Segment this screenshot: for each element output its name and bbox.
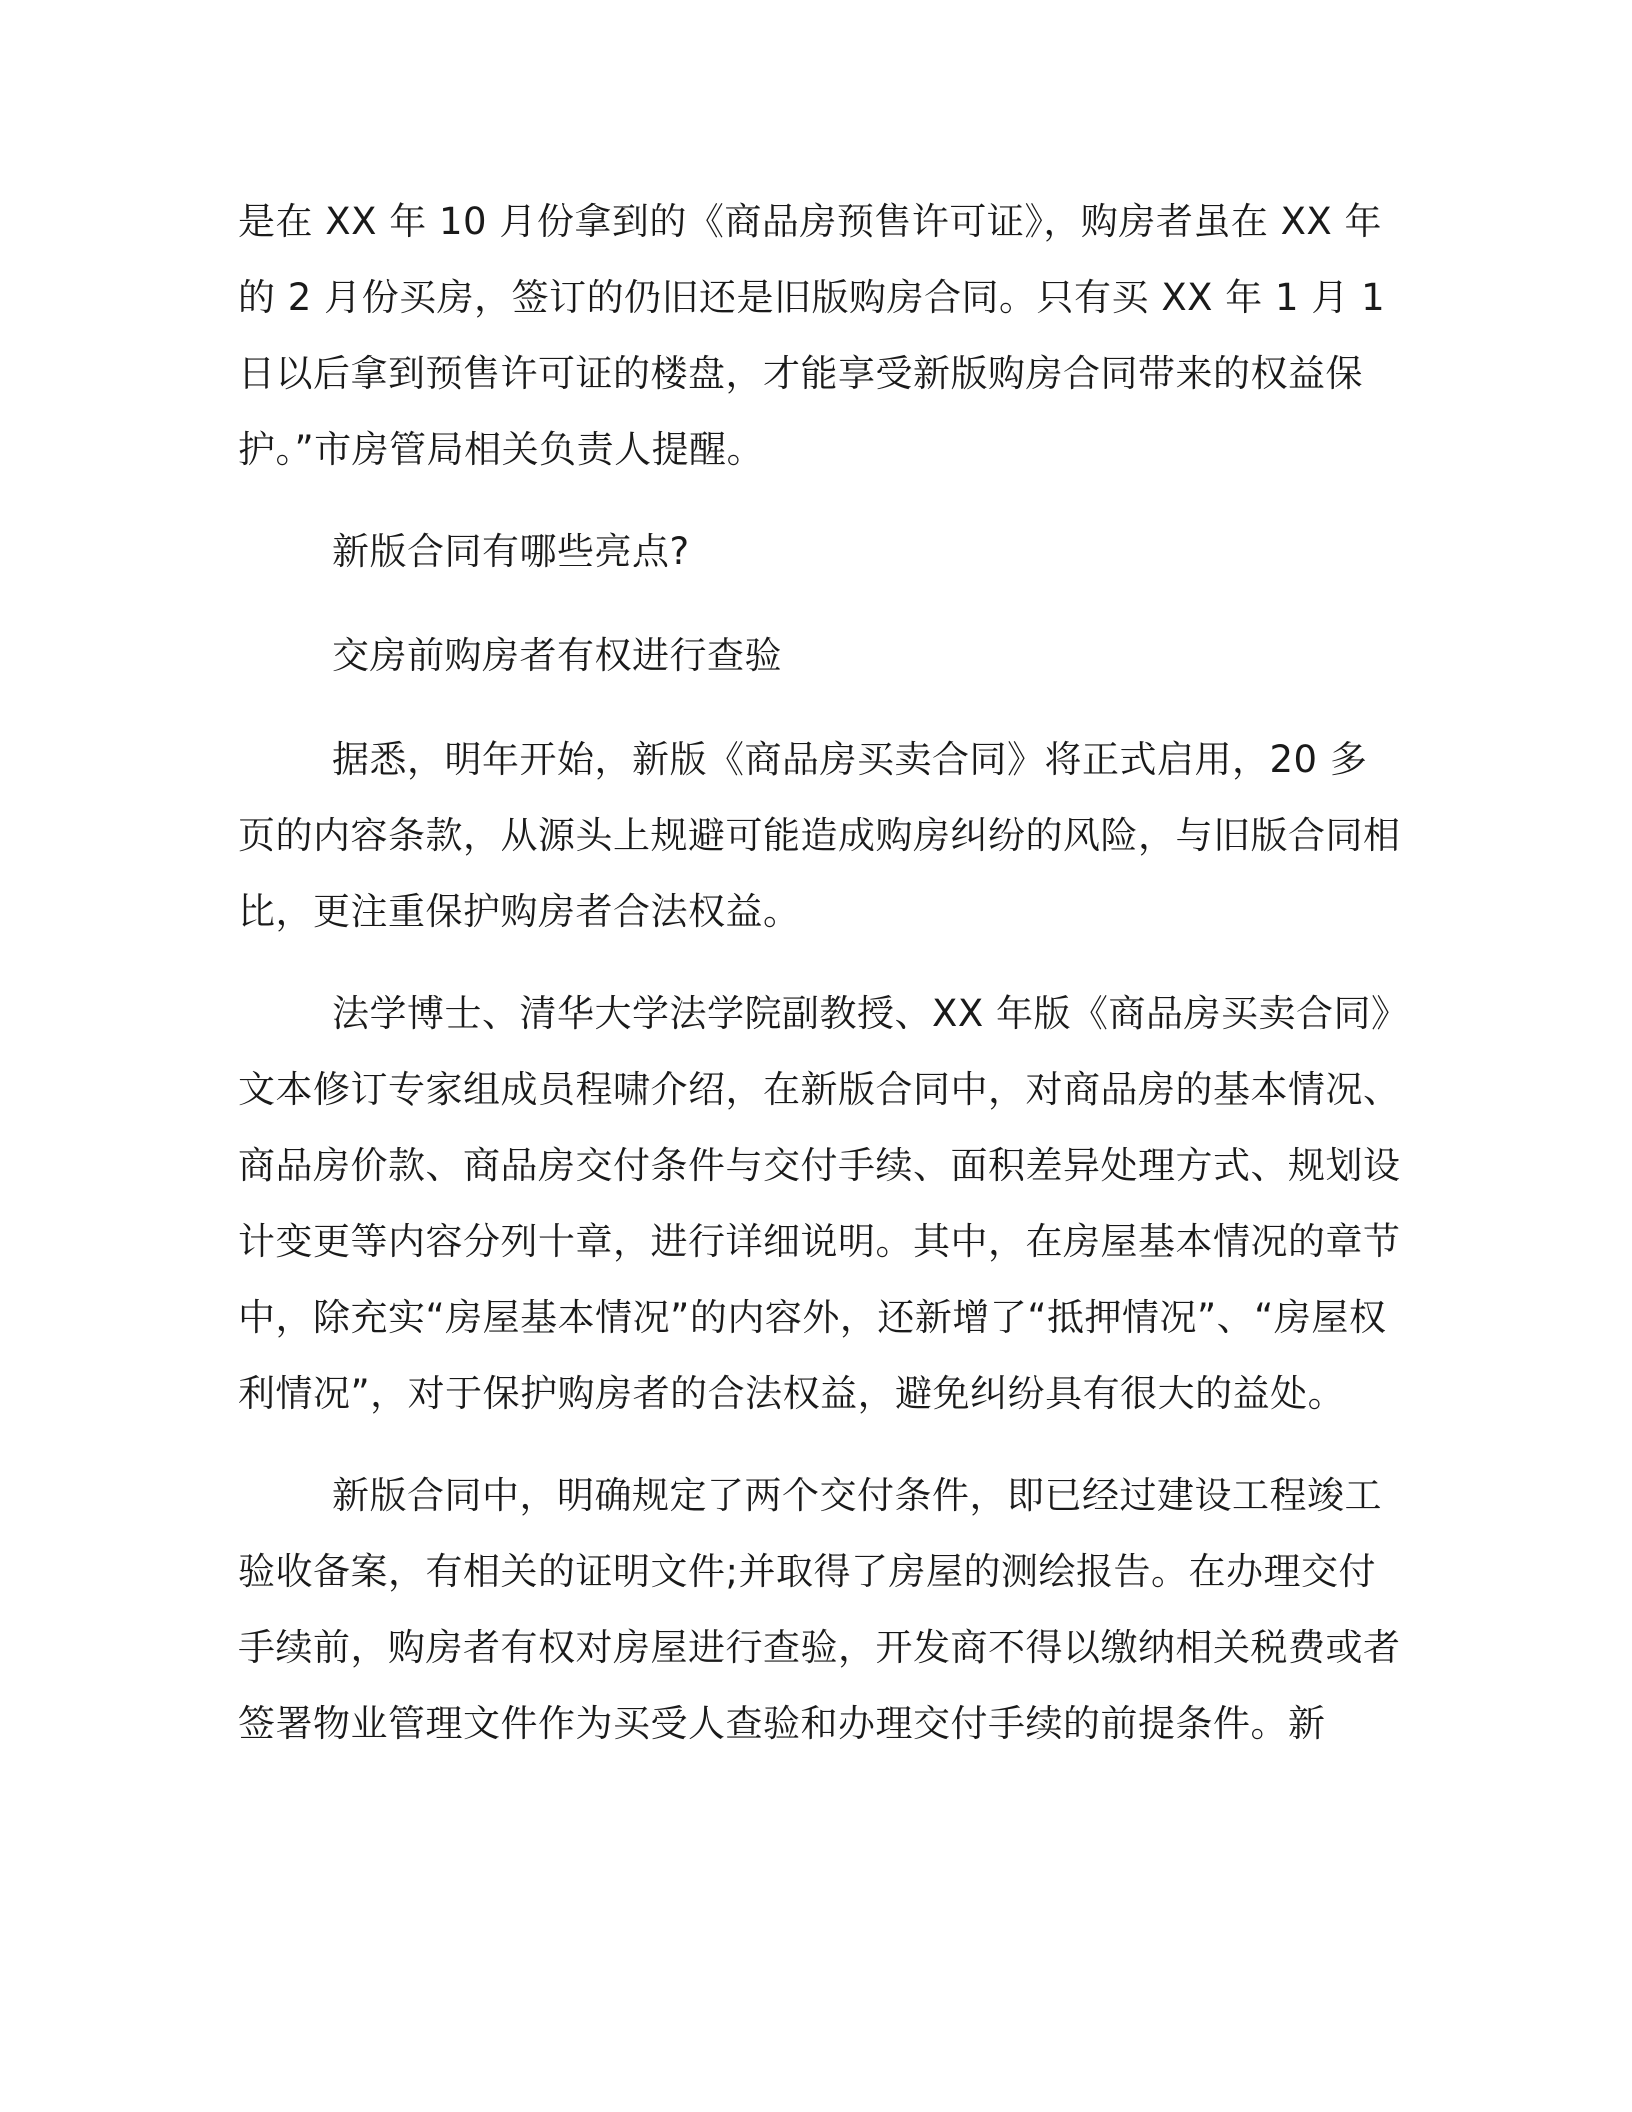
paragraph-delivery-conditions: 新版合同中，明确规定了两个交付条件，即已经过建设工程竣工验收备案，有相关的证明文件;并取得了房屋的测绘报告。在办理交付手续前，购房者有权对房屋进行查验，开发商不得以缴纳相关税费或者签署物业管理文件作为买受人查验和办理交付手续的前提条件。新	[238, 1474, 1401, 1745]
paragraph-expert-introduction: 法学博士、清华大学法学院副教授、XX 年版《商品房买卖合同》文本修订专家组成员程啸介绍，在新版合同中，对商品房的基本情况、商品房价款、商品房交付条件与交付手续、面积差异处理方式、规划设计变更等内容分列十章，进行详细说明。其中，在房屋基本情况的章节中，除充实“房屋基本情况”的内容外，还新增了“抵押情况”、“房屋权利情况”，对于保护购房者的合法权益，避免纠纷具有很大的益处。	[238, 992, 1401, 1415]
paragraph-continued-presale-permit: 是在 XX 年 10 月份拿到的《商品房预售许可证》，购房者虽在 XX 年的 2 月份买房，签订的仍旧还是旧版购房合同。只有买 XX 年 1 月 1 日以后拿到预售许可证的楼盘，才能享受新版购房合同带来的权益保护。”市房管局相关负责人提醒。	[238, 200, 1386, 471]
section-heading-highlights: 新版合同有哪些亮点?	[332, 530, 690, 573]
section-subheading-inspection: 交房前购房者有权进行查验	[332, 634, 782, 677]
paragraph-new-contract-launch: 据悉，明年开始，新版《商品房买卖合同》将正式启用，20 多页的内容条款，从源头上规避可能造成购房纠纷的风险，与旧版合同相比，更注重保护购房者合法权益。	[238, 738, 1401, 933]
document-body	[238, 184, 1402, 1788]
